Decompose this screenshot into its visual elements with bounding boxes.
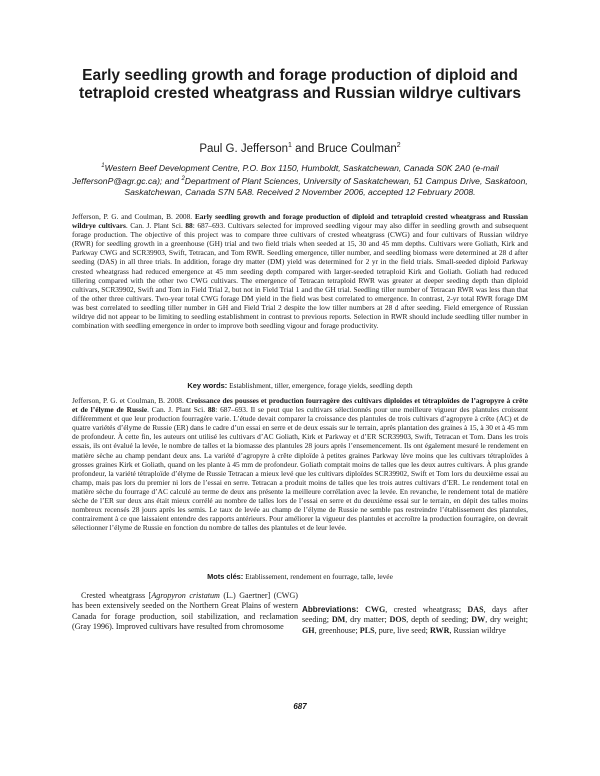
abbreviation-term: DW: [471, 615, 486, 625]
keywords-french: [72, 572, 528, 581]
keywords-english: [72, 381, 528, 390]
keywords-fr-text: Etablissement, rendement en fourrage, talle, levée: [243, 572, 393, 581]
keywords-fr-label: Mots clés:: [207, 572, 244, 581]
species-name: Agropyron cristatum: [151, 591, 220, 600]
page-number: 687: [293, 702, 307, 711]
keywords-en-text: Establishment, tiller, emergence, forage yields, seedling depth: [227, 381, 413, 390]
abstract-english: [72, 212, 528, 330]
abstract-fr-body: Il se peut que les cultivars sélectionnés pour une meilleure vigueur des plantules croissent différemment et que leur production fourragère varie. L’étude devait comparer la croissance des plantules de trois cultivars d’agropyre à crête (AC) et de quatre variétés d’élyme de Russie (ER) dans le cadre d’un essai en serre et de deux essais sur le terrain, après plantation des graines à 15, à 30 et à 45 mm de profondeur. À cette fin, les auteurs ont utilisé les cultivars d’AC Goliath, Kirk et Parkway et d’ER SCR39903, Swift, Tetracan et Tom. Dans les trois essais, ils ont évalué la levée, le nombre de talles et la biomasse des plantules 28 jours après l’ensemencement. Ils ont également mesuré le rendement en matière sèche au champ pendant deux ans. La variété d’agropyre à crête diploïde à petites graines Parkway lève moins que les cultivars tétraploïdes à grosses graines Kirk et Goliath, quand on les plante à 45 mm de profondeur. Goliath comptait moins de talles que les deux autres cultivars. À plus grande profondeur, la variété tétraploïde d’élyme de Russie Tetracan a mieux levé que les cultivars diploïdes SCR39902, Swift et Tom lors du deuxième essai au champ, mais pas lors du premier ni lors de l’essai en serre. Tetracan a produit moins de talles que les trois autres cultivars d’ER. Le rendement total en matière sèche du fourrage d’AC calculé au terme de deux ans présente la meilleure corrélation avec la levée. En revanche, le rendement total de matière sèche de l’ER sur deux ans était mieux corrélé au nombre de talles lors de l’essai en serre et du deuxième essai sur le terrain, en dépit des talles moins nombreux recensés 28 jours après les semis. Le taux de levée au champ de l’élyme de Russie ne semble pas restreindre l’établissement des plantules, contrairement à ce que laissaient entendre des rapports antérieurs. Pour améliorer la vigueur des plantules et accroître la production fourragère, on devrait sélectionner l’élyme de Russie en fonction du nombre de talles des plantules et de leur levée.: [72, 405, 529, 533]
abstract-en-volume: 88: [185, 221, 193, 231]
abstract-en-journal: . Can. J. Plant Sci.: [125, 221, 186, 231]
abstract-fr-pages: : 687–693.: [215, 405, 248, 415]
abbreviation-definition: , pure, live seed;: [374, 625, 430, 635]
abbreviations-label: Abbreviations:: [302, 605, 359, 614]
affiliations: [60, 161, 540, 198]
abbreviation-definition: , days after seeding;: [302, 605, 528, 625]
abbreviation-definition: , Russian wildrye: [449, 625, 506, 635]
abbreviation-term: DM: [331, 615, 346, 625]
affiliation-1: Western Beef Development Centre, P.O. Box 1150, Humboldt, Saskatchewan, Canada S0K 2A0 (e-mail JeffersonP@agr.gc.ca); and: [72, 162, 499, 186]
body-column-left: [72, 591, 298, 632]
abstract-fr-citation-title: Croissance des pousses et production fourragère des cultivars diploïdes et tétraploïdes de l’agropyre à crête et de l’élyme de Russie: [72, 396, 528, 415]
abstract-en-citation: Jefferson, P. G. and Coulman, B. 2008.: [72, 212, 195, 221]
body-text-start: Crested wheatgrass [: [81, 591, 152, 600]
author-1: Paul G. Jefferson: [199, 142, 288, 155]
abbreviation-term: DOS: [389, 615, 407, 625]
abbreviation-term: CWG: [365, 605, 386, 614]
author-2-affil-mark: 2: [396, 142, 401, 149]
author-conjunction: and: [291, 142, 318, 155]
abbreviation-definition: , dry matter;: [345, 615, 390, 625]
body-text-continued: (L.) Gaertner] (CWG) has been extensively seeded on the Northern Great Plains of western Canada for forage production, soil stabilization, and reclamation (Gray 1996). Improved cultivars have resulted from chromosome: [72, 591, 298, 631]
abbreviation-definition: , depth of seeding;: [406, 615, 472, 625]
abstract-fr-journal: . Can. J. Plant Sci.: [147, 405, 208, 415]
author-line: [60, 139, 540, 156]
abstract-en-body: Cultivars selected for improved seedling vigour may also differ in seedling growth and subsequent forage production. The objective of this project was to compare three cultivars of crested wheatgrass (CWG) and four cultivars of Russian wildrye (RWR) for seedling growth in a greenhouse (GH) trial and two field trials when seeded at 15, 30 and 45 mm depths. Cultivars were Goliath, Kirk and Parkway CWG and SCR39903, Swift, Tetracan, and Tom RWR. Seedling emergence, tiller number, and seedling biomass were determined at 28 d after seeding (DAS) in all three trials. In addition, forage dry matter (DM) yield was determined for 2 yr in the field trials. Small-seeded diploid Parkway crested wheatgrass had reduced emergence at 45 mm seeding depth compared with larger-seeded tetraploid Kirk and Goliath. Goliath had reduced tillering compared with the other two CWG cultivars. The emergence of Tetracan tetraploid RWR was greater at deeper seeding depth than diploid cultivars, SCR39902, Swift and Tom in Field Trial 2, but not in Field Trial 1 and the GH trial. Seedling tiller number of Tetracan RWR was less than that of the other three cultivars. Two-year total CWG forage DM yield in the field was best correlated to emergence. In contrast, 2-yr total RWR forage DM was best correlated to seedling tiller number in GH and Field Trial 2 despite the low tiller numbers at 28 d after seeding. Field emergence of Russian wildrye did not appear to be limiting to seedling establishment in contrast to previous reports. Selection in RWR should include seedling tiller number in combination with seedling emergence in order to improve both seedling vigour and forage productivity.: [72, 221, 529, 331]
abbreviation-definition: , crested wheatgrass;: [385, 605, 468, 614]
abstract-french: [72, 396, 528, 532]
abstract-en-pages: : 687–693.: [192, 221, 226, 231]
affiliation-2: Department of Plant Sciences, University of Saskatchewan, 51 Campus Drive, Saskatoon, Saskatchewan, Canada S7N 5A8. Received 2 November 2006, accepted 12 February 2008.: [124, 175, 528, 197]
abbreviation-definition: , greenhouse;: [314, 625, 360, 635]
affil-mark-2: 2: [181, 175, 185, 182]
abbreviation-term: GH: [302, 625, 315, 635]
abstract-en-citation-title: Early seedling growth and forage production of diploid and tetraploid crested wheatgrass and Russian wildrye cultivars: [72, 212, 528, 231]
abbreviations-box: [302, 605, 528, 636]
author-1-affil-mark: 1: [288, 142, 292, 149]
article-title: Early seedling growth and forage production of diploid and tetraploid crested wheatgrass and Russian wildrye cultivars: [79, 67, 521, 102]
author-2: Bruce Coulman: [317, 142, 397, 155]
keywords-en-label: Key words:: [187, 381, 228, 390]
abbreviation-term: RWR: [429, 625, 450, 635]
abstract-fr-citation: Jefferson, P. G. et Coulman, B. 2008.: [72, 396, 186, 405]
abbreviation-term: DAS: [467, 605, 484, 614]
abbreviation-term: PLS: [359, 625, 375, 635]
abstract-fr-volume: 88: [207, 405, 216, 415]
affil-mark-1: 1: [101, 163, 105, 169]
abbreviation-definition: , dry weight;: [485, 615, 528, 625]
